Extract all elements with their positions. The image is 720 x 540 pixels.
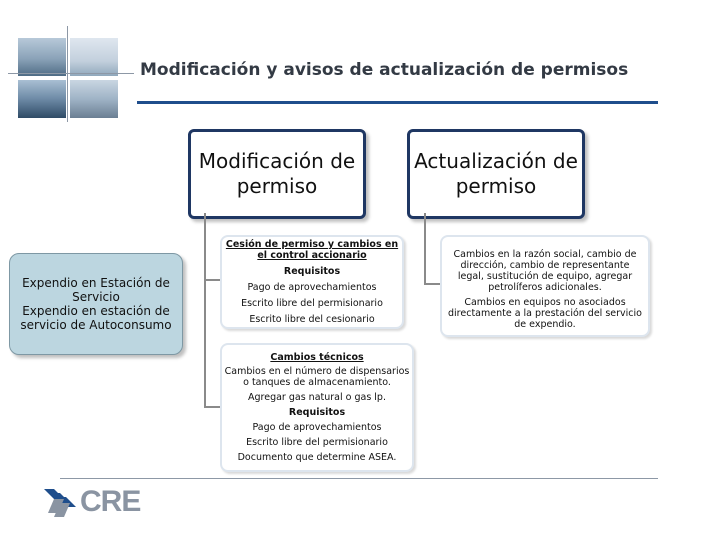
modification-heading-box — [188, 129, 366, 219]
ship-photo-tile — [18, 80, 66, 118]
change-item: Agregar gas natural o gas lp. — [248, 392, 386, 403]
connector-line — [204, 279, 220, 281]
requirement-item: Documento que determine ASEA. — [237, 452, 397, 463]
requirement-item: Pago de aprovechamientos — [252, 422, 382, 433]
service-box-line: Expendio en Estación de Servicio — [22, 276, 170, 304]
connector-line — [424, 283, 440, 285]
title-underline — [137, 101, 658, 104]
header-horizontal-line — [8, 73, 134, 74]
update-item: Cambios en equipos no asociados directamente a la prestación del servicio de expendio. — [448, 297, 642, 330]
requirement-item: Pago de aprovechamientos — [247, 282, 377, 293]
power-lines-photo-tile — [70, 80, 118, 118]
update-heading-text: Actualización de permiso — [414, 149, 578, 198]
header-vertical-line — [67, 26, 68, 122]
cre-logo-icon — [44, 483, 80, 517]
requirement-item: Escrito libre del permisionario — [241, 298, 383, 309]
logo-wordmark: CRE — [80, 485, 141, 518]
card-heading: Cambios técnicos — [270, 352, 364, 363]
card-heading: Cesión de permiso y cambios en el control accionario — [225, 239, 399, 261]
connector-line — [424, 213, 426, 285]
permit-transfer-card — [220, 235, 404, 329]
technical-changes-card — [220, 343, 414, 472]
footer-rule — [60, 478, 658, 479]
cre-logo — [44, 483, 144, 521]
requirements-label: Requisitos — [288, 407, 346, 418]
service-box-line: Expendio en estación de servicio de Autoconsumo — [20, 304, 172, 332]
energy-photo-tile — [18, 38, 66, 76]
page-title: Modificación y avisos de actualización de permisos — [140, 60, 629, 80]
modification-heading-text: Modificación de permiso — [198, 149, 356, 198]
update-item: Cambios en la razón social, cambio de dirección, cambio de representante legal, sustitución de equipo, agregar petrolíferos adicionales. — [453, 249, 637, 293]
update-changes-card — [440, 235, 650, 337]
service-station-box — [9, 253, 183, 355]
requirement-item: Escrito libre del permisionario — [246, 437, 388, 448]
change-item: Cambios en el número de dispensarios o tanques de almacenamiento. — [224, 366, 410, 388]
header-photo-mosaic — [18, 38, 120, 118]
wind-turbine-photo-tile — [70, 38, 118, 76]
requirement-item: Escrito libre del cesionario — [249, 314, 375, 325]
requirements-label: Requisitos — [283, 266, 341, 277]
connector-line — [204, 213, 206, 408]
update-heading-box — [407, 129, 585, 219]
connector-line — [204, 406, 220, 408]
